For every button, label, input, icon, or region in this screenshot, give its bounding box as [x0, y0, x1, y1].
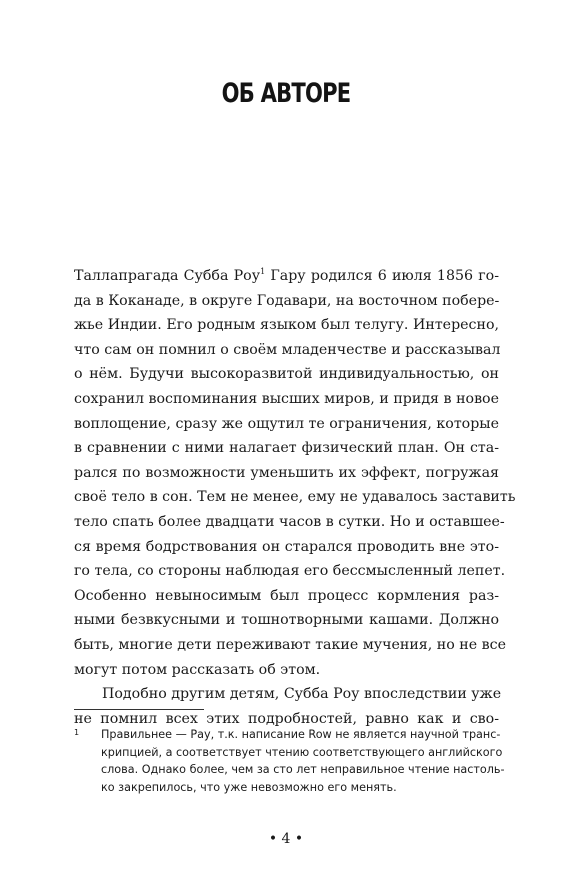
- text-line: жье Индии. Его родным языком был телугу. Интересно,: [74, 317, 499, 334]
- text-line: ными безвкусными и тошнотворными кашами. Должно: [74, 612, 499, 629]
- text-line: ся время бодрствования он старался проводить вне это-: [74, 538, 499, 555]
- footnote-line: Правильнее — Рау, т.к. написание Row не является научной транс-: [101, 728, 501, 741]
- footnote-divider: [74, 709, 204, 710]
- footnote-marker: 1: [74, 728, 80, 737]
- text-line: сохранил воспоминания высших миров, и придя в новое: [74, 390, 499, 407]
- body-text: [74, 264, 516, 731]
- text-line: да в Коканаде, в округе Годавари, на восточном побере-: [74, 292, 500, 309]
- text-line: тело спать более двадцати часов в сутки. Но и оставшее-: [74, 513, 505, 530]
- text-line: не помнил всех этих подробностей, равно как и сво-: [74, 710, 499, 727]
- text-line: о нём. Будучи высокоразвитой индивидуальностью, он: [74, 366, 499, 383]
- text-line: Таллапрагада Субба Роу$^1$ Гару родился 6 июля 1856 го-: [74, 267, 499, 284]
- text-line: Подобно другим детям, Субба Роу впоследствии уже: [102, 686, 502, 703]
- footnote-reference[interactable]: 1: [260, 267, 266, 276]
- text-line: го тела, со стороны наблюдая его бессмысленный лепет.: [74, 563, 506, 580]
- footnote-line: крипцией, а соответствует чтению соответствующего английского: [101, 745, 503, 759]
- page-number: • 4 •: [268, 831, 304, 847]
- text-line: в сравнении с ними налагает физический план. Он ста-: [74, 440, 499, 457]
- text-line: воплощение, сразу же ощутил те ограничения, которые: [74, 415, 499, 432]
- footnote-line: слова. Однако более, чем за сто лет неправильное чтение настоль-: [101, 763, 505, 777]
- text-line: быть, многие дети переживают такие мучения, но не все: [74, 636, 506, 653]
- text-line: Особенно невыносимым был процесс кормления раз-: [74, 587, 499, 604]
- text-line: рался по возможности уменьшить их эффект, погружая: [74, 464, 499, 481]
- chapter-title: ОБ АВТОРЕ: [221, 78, 351, 109]
- footnote-line: ко закрепилось, что уже невозможно его менять.: [101, 780, 397, 794]
- text-line: что сам он помнил о своём младенчестве и рассказывал: [74, 341, 501, 358]
- text-line: своё тело в сон. Тем не менее, ему не удавалось заставить: [74, 489, 516, 506]
- text-line: могут потом рассказать об этом.: [74, 661, 321, 678]
- footnote: [74, 726, 505, 796]
- footnote-text: [101, 726, 505, 796]
